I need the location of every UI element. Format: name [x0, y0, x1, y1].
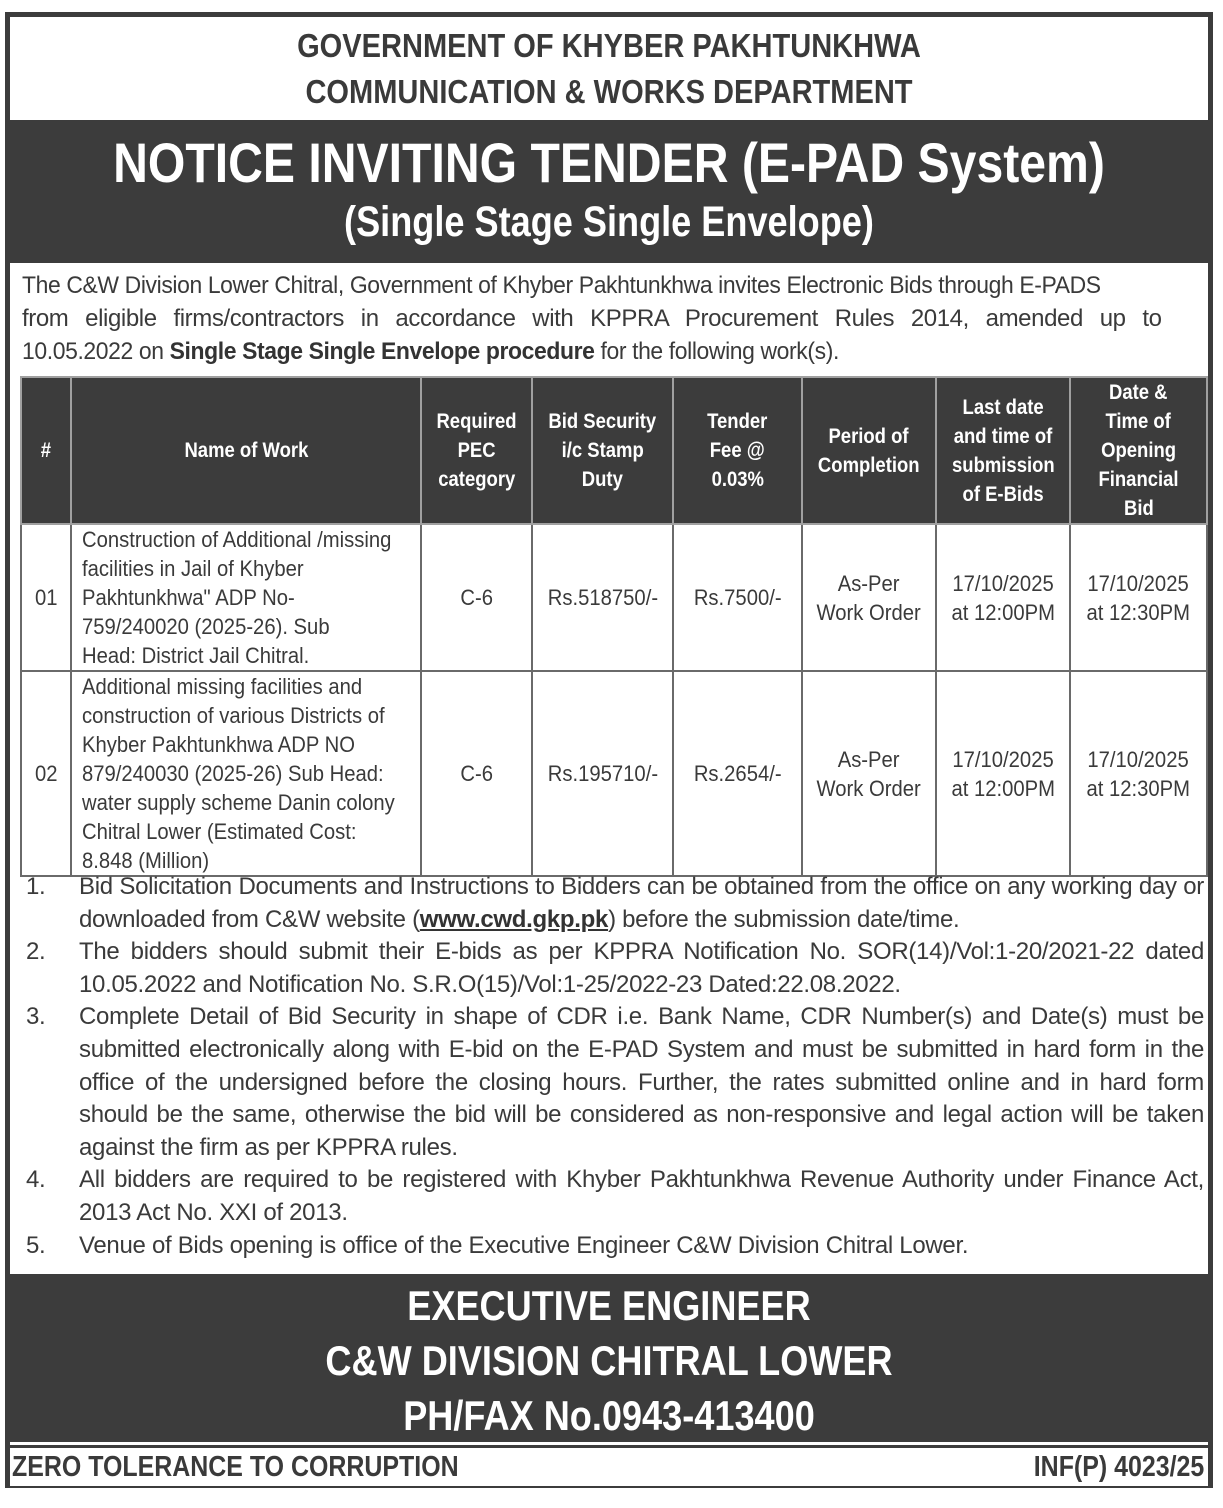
notes-list — [24, 871, 1204, 1262]
note-number: 2. — [26, 938, 46, 966]
header-col-name-of-work — [71, 377, 421, 524]
opening-datetime — [1070, 524, 1207, 671]
tender-fee-text: Rs.7500/- — [693, 585, 782, 610]
work-name — [71, 524, 421, 671]
signatory-division: C&W DIVISION CHITRAL LOWER — [325, 1337, 893, 1384]
submission-deadline-line: at 12:00PM — [951, 599, 1055, 625]
opening-datetime-line: 17/10/2025 — [1087, 746, 1190, 772]
work-name-line: construction of various Districts of — [82, 703, 385, 728]
note-item — [24, 936, 1204, 1001]
header-text: Completion — [818, 453, 920, 477]
work-name-line: Head: District Jail Chitral. — [82, 643, 310, 668]
notice-title: NOTICE INVITING TENDER (E-PAD System) — [113, 131, 1105, 194]
website-link[interactable]: www.cwd.gkp.pk — [419, 905, 609, 933]
note-text: Venue of Bids opening is office of the Executive Engineer C&W Division Chitral Lower. — [79, 1231, 969, 1259]
note-number: 3. — [26, 1003, 46, 1031]
header-col-period — [802, 377, 936, 524]
note-text-after: ) before the submission date/time. — [608, 905, 960, 933]
works-table — [20, 376, 1208, 877]
header-text: submission — [951, 453, 1055, 477]
row-number — [21, 671, 71, 876]
completion-period — [802, 671, 936, 876]
note-number: 4. — [26, 1166, 46, 1194]
note-text: Complete Detail of Bid Security in shape of CDR i.e. Bank Name, CDR Number(s) and Date(s) must be submitted electronically along with E-bid on the E-PAD System and must be submitted in hard form in the office of the undersigned before the closing hours. Further, the rates submitted online and in hard form should be the same, otherwise the bid will be considered as non-responsive and legal action will be taken against the firm as per KPPRA rules. — [79, 1003, 1204, 1161]
completion-period-line: Work Order — [816, 775, 922, 801]
bid-security-text: Rs.195710/- — [547, 761, 658, 786]
pec-category-text: C-6 — [460, 761, 493, 786]
opening-datetime-line: at 12:30PM — [1086, 599, 1191, 625]
bid-security — [532, 671, 673, 876]
note-item — [24, 1164, 1204, 1229]
completion-period-line: As-Per — [838, 570, 900, 596]
pec-category — [421, 524, 532, 671]
header-text: Opening — [1101, 439, 1176, 462]
work-name-line: Construction of Additional /missing — [82, 527, 392, 552]
header-text: category — [437, 468, 516, 491]
intro-line-3-suffix: for the following work(s). — [594, 338, 839, 365]
intro-line-2-text: from eligible firms/contractors in accordance with KPPRA Procurement Rules 2014, amended up to — [22, 305, 1162, 332]
tender-fee — [673, 671, 802, 876]
header-col-tender-fee — [673, 377, 802, 524]
row-number-text: 01 — [34, 585, 58, 610]
header-text: Required — [436, 410, 517, 433]
submission-deadline — [936, 524, 1070, 671]
header-text: and time of — [953, 424, 1053, 448]
bid-security-text: Rs.518750/- — [547, 585, 658, 610]
work-name-line: 759/240020 (2025-26). Sub — [82, 614, 330, 639]
note-item — [24, 871, 1204, 936]
signatory-phone: PH/FAX No.0943-413400 — [403, 1392, 815, 1439]
header-text: of E-Bids — [962, 482, 1044, 506]
header-text: Time of — [1105, 410, 1172, 433]
work-name-line: water supply scheme Danin colony — [82, 790, 395, 815]
submission-deadline-line: at 12:00PM — [951, 775, 1055, 801]
header-text: Duty — [581, 468, 624, 491]
work-name-line: Khyber Pakhtunkhwa ADP NO — [82, 732, 356, 757]
header-text: Date & — [1109, 381, 1168, 404]
note-number: 5. — [26, 1231, 46, 1259]
submission-deadline-line: 17/10/2025 — [952, 570, 1054, 596]
header-text: Bid Security — [548, 410, 657, 433]
header-text: Period of — [828, 424, 910, 448]
table-header-row — [21, 377, 1207, 524]
tender-fee-text: Rs.2654/- — [693, 761, 782, 786]
header-text: Bid — [1123, 497, 1154, 520]
completion-period-line: As-Per — [838, 746, 900, 772]
header-col-last-date — [936, 377, 1070, 524]
submission-deadline-line: 17/10/2025 — [952, 746, 1054, 772]
opening-datetime-line: at 12:30PM — [1086, 775, 1191, 801]
footer — [10, 1445, 1208, 1486]
table-row — [21, 524, 1207, 671]
work-name-line: 8.848 (Million) — [82, 848, 210, 873]
note-text: Bid Solicitation Documents and Instructions to Bidders can be obtained from the office on any working day or downloaded from C&W website ( — [79, 873, 1204, 933]
header-col-opening-date — [1070, 377, 1207, 524]
title-band — [10, 120, 1208, 263]
tender-fee — [673, 524, 802, 671]
work-name — [71, 671, 421, 876]
header-text: Fee @ — [710, 439, 765, 462]
header-text: Tender — [707, 410, 768, 433]
work-name-line: Additional missing facilities and — [82, 674, 363, 699]
work-name-line: Chitral Lower (Estimated Cost: — [82, 819, 357, 844]
submission-deadline — [936, 671, 1070, 876]
bid-security — [532, 524, 673, 671]
opening-datetime-line: 17/10/2025 — [1087, 570, 1190, 596]
signatory-title: EXECUTIVE ENGINEER — [407, 1282, 811, 1329]
pec-category — [421, 671, 532, 876]
header-col-pec-category — [421, 377, 532, 524]
header-text: i/c Stamp — [561, 439, 644, 462]
intro-line-3-prefix: 10.05.2022 on — [22, 338, 170, 365]
row-number — [21, 524, 71, 671]
note-number: 1. — [26, 873, 46, 900]
row-number-text: 02 — [34, 761, 58, 786]
completion-period-line: Work Order — [816, 599, 922, 625]
header-text: Name of Work — [184, 439, 308, 462]
government-name: GOVERNMENT OF KHYBER PAKHTUNKHWA — [297, 27, 921, 64]
table-row — [21, 671, 1207, 876]
note-item — [24, 1001, 1204, 1164]
intro-line-3 — [22, 335, 1149, 368]
inf-number: INF(P) 4023/25 — [1033, 1451, 1204, 1483]
notice-frame — [5, 12, 1213, 1488]
header-text: PEC — [457, 439, 496, 462]
header-text: Last date — [962, 395, 1044, 419]
completion-period — [802, 524, 936, 671]
header-text: 0.03% — [711, 468, 764, 491]
notice-subtitle: (Single Stage Single Envelope) — [344, 198, 874, 246]
note-text: The bidders should submit their E-bids as per KPPRA Notification No. SOR(14)/Vol:1-20/2021-22 dated 10.05.2022 and Notification No. S.R.O(15)/Vol:1-25/2022-23 Dated:22.08.2022. — [79, 938, 1204, 998]
header-text: Financial — [1098, 468, 1179, 491]
intro-line-2 — [22, 302, 1202, 335]
work-name-line: Pakhtunkhwa" ADP No- — [82, 585, 295, 610]
department-name: COMMUNICATION & WORKS DEPARTMENT — [305, 73, 913, 110]
note-text: All bidders are required to be registered with Khyber Pakhtunkhwa Revenue Authority under Finance Act, 2013 Act No. XXI of 2013. — [79, 1166, 1204, 1226]
header-col-number — [21, 377, 71, 524]
pec-category-text: C-6 — [460, 585, 493, 610]
work-name-line: facilities in Jail of Khyber — [82, 556, 304, 581]
opening-datetime — [1070, 671, 1207, 876]
note-item — [24, 1230, 1204, 1263]
header-text: # — [40, 439, 52, 462]
intro-line-1: The C&W Division Lower Chitral, Government of Khyber Pakhtunkhwa invites Electronic Bids through E-PADS — [22, 272, 1101, 299]
department-header — [10, 17, 1208, 120]
header-col-bid-security — [532, 377, 673, 524]
work-name-line: 879/240030 (2025-26) Sub Head: — [82, 761, 384, 786]
intro-paragraph — [22, 269, 1202, 368]
signature-band — [10, 1274, 1208, 1442]
procedure-name: Single Stage Single Envelope procedure — [169, 338, 595, 365]
slogan: ZERO TOLERANCE TO CORRUPTION — [12, 1451, 459, 1483]
